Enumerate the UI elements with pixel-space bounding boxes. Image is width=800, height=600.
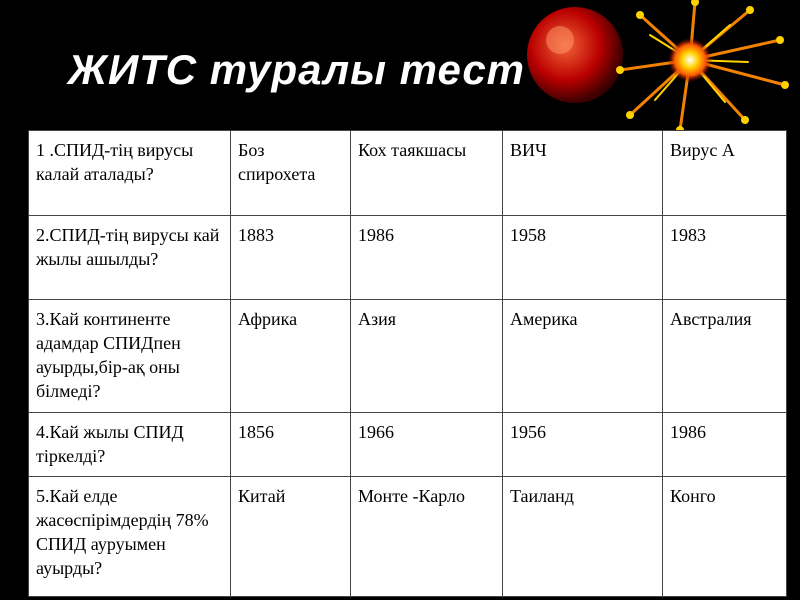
answer-option-cell[interactable]: 1983	[663, 215, 787, 300]
answer-option-cell[interactable]: 1956	[503, 413, 663, 476]
answer-option-cell[interactable]: Кох таякшасы	[351, 131, 503, 216]
answer-option-cell[interactable]: 1986	[351, 215, 503, 300]
answer-option-cell[interactable]: 1883	[231, 215, 351, 300]
answer-option-cell[interactable]: 1986	[663, 413, 787, 476]
answer-option-cell[interactable]: 1958	[503, 215, 663, 300]
answer-option-cell[interactable]: Африка	[231, 300, 351, 413]
answer-option-cell[interactable]: Америка	[503, 300, 663, 413]
question-cell: 5.Кай елде жасөспірімдердің 78% СПИД ауруымен ауырды?	[29, 476, 231, 596]
answer-option-cell[interactable]: Конго	[663, 476, 787, 596]
table-row	[29, 131, 787, 216]
answer-option-cell[interactable]: Монте -Карло	[351, 476, 503, 596]
answer-option-cell[interactable]: 1856	[231, 413, 351, 476]
question-cell: 2.СПИД-тің вирусы кай жылы ашылды?	[29, 215, 231, 300]
question-cell: 4.Кай жылы СПИД тіркелді?	[29, 413, 231, 476]
table-row	[29, 215, 787, 300]
table-row	[29, 476, 787, 596]
answer-option-cell[interactable]: Вирус А	[663, 131, 787, 216]
answer-option-cell[interactable]: Азия	[351, 300, 503, 413]
quiz-table	[28, 130, 787, 597]
answer-option-cell[interactable]: 1966	[351, 413, 503, 476]
table-row	[29, 300, 787, 413]
answer-option-cell[interactable]: Китай	[231, 476, 351, 596]
answer-option-cell[interactable]: Боз спирохета	[231, 131, 351, 216]
page-title: ЖИТС туралы тест	[68, 46, 526, 93]
answer-option-cell[interactable]: Таиланд	[503, 476, 663, 596]
answer-option-cell[interactable]: ВИЧ	[503, 131, 663, 216]
answer-option-cell[interactable]: Австралия	[663, 300, 787, 413]
table-row	[29, 413, 787, 476]
question-cell: 3.Кай континенте адамдар СПИДпен ауырды,бір-ақ оны білмеді?	[29, 300, 231, 413]
question-cell: 1 .СПИД-тің вирусы калай аталады?	[29, 131, 231, 216]
fireworks-ornament-icon	[520, 0, 800, 135]
